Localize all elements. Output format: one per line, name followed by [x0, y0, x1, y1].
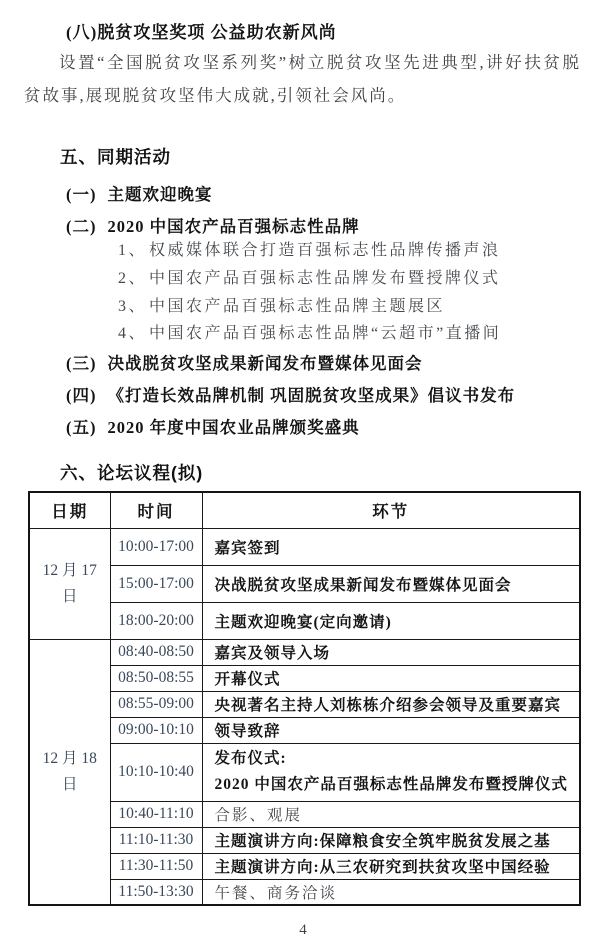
list-item-2-label: (二) [66, 217, 97, 236]
table-row [29, 565, 580, 602]
time-cell: 10:10-10:40 [110, 743, 202, 801]
sub-item-1 [118, 237, 501, 260]
table-row [29, 691, 580, 717]
time-cell: 10:40-11:10 [110, 801, 202, 827]
section-8-heading: (八)脱贫攻坚奖项 公益助农新风尚 [66, 23, 337, 42]
list-item-1-text: 主题欢迎晚宴 [107, 185, 213, 204]
session-cell: 嘉宾及领导入场 [202, 639, 580, 665]
session-cell: 嘉宾签到 [202, 528, 580, 565]
sub-item-2 [118, 265, 501, 288]
table-row [29, 801, 580, 827]
session-cell: 开幕仪式 [202, 665, 580, 691]
sub-item-1-num: 1、 [118, 242, 148, 259]
time-cell: 18:00-20:00 [110, 602, 202, 639]
time-cell: 09:00-10:10 [110, 717, 202, 743]
session-cell: 决战脱贫攻坚成果新闻发布暨媒体见面会 [202, 565, 580, 602]
list-item-1 [66, 181, 213, 205]
sub-item-3-num: 3、 [118, 298, 148, 315]
sub-item-4-text: 中国农产品百强标志性品牌“云超市”直播间 [149, 325, 502, 342]
session-line-1: 发布仪式: [214, 750, 287, 767]
time-cell: 11:50-13:30 [110, 879, 202, 905]
section-5-heading: 五、同期活动 [60, 147, 171, 167]
list-item-2 [66, 213, 360, 237]
sub-item-2-num: 2、 [118, 270, 148, 287]
list-item-5 [66, 414, 360, 438]
date-cell-day1: 12 月 17 日 [29, 528, 110, 639]
table-row [29, 665, 580, 691]
col-header-session: 环节 [202, 492, 580, 528]
session-cell [202, 743, 580, 801]
section-6-heading: 六、论坛议程(拟) [60, 463, 204, 483]
col-header-date: 日期 [29, 492, 110, 528]
list-item-4-text: 《打造长效品牌机制 巩固脱贫攻坚成果》倡议书发布 [107, 386, 516, 405]
table-row [29, 602, 580, 639]
session-cell: 主题演讲方向:从三农研究到扶贫攻坚中国经验 [202, 853, 580, 879]
table-row [29, 827, 580, 853]
sub-item-1-text: 权威媒体联合打造百强标志性品牌传播声浪 [149, 242, 501, 259]
list-item-5-label: (五) [66, 418, 97, 437]
session-cell: 主题演讲方向:保障粮食安全筑牢脱贫发展之基 [202, 827, 580, 853]
time-cell: 15:00-17:00 [110, 565, 202, 602]
time-cell: 08:40-08:50 [110, 639, 202, 665]
time-cell: 11:30-11:50 [110, 853, 202, 879]
list-item-5-text: 2020 年度中国农业品牌颁奖盛典 [107, 418, 360, 437]
sub-item-2-text: 中国农产品百强标志性品牌发布暨授牌仪式 [149, 270, 501, 287]
time-cell: 10:00-17:00 [110, 528, 202, 565]
section-8-paragraph: 设置“全国脱贫攻坚系列奖”树立脱贫攻坚先进典型,讲好扶贫脱贫故事,展现脱贫攻坚伟大成就,引领社会风尚。 [24, 53, 581, 105]
list-item-3 [66, 350, 423, 374]
session-cell: 午餐、商务洽谈 [202, 879, 580, 905]
table-row [29, 879, 580, 905]
time-cell: 11:10-11:30 [110, 827, 202, 853]
list-item-3-text: 决战脱贫攻坚成果新闻发布暨媒体见面会 [107, 354, 423, 373]
table-row [29, 717, 580, 743]
list-item-2-text: 2020 中国农产品百强标志性品牌 [107, 217, 360, 236]
session-cell: 央视著名主持人刘栋栋介绍参会领导及重要嘉宾 [202, 691, 580, 717]
sub-item-3 [118, 293, 445, 316]
agenda-table [28, 491, 581, 906]
agenda-table-wrap [28, 491, 581, 906]
time-cell: 08:55-09:00 [110, 691, 202, 717]
session-cell: 领导致辞 [202, 717, 580, 743]
page-number: 4 [299, 922, 307, 938]
sub-item-3-text: 中国农产品百强标志性品牌主题展区 [149, 298, 446, 315]
session-cell: 主题欢迎晚宴(定向邀请) [202, 602, 580, 639]
session-line-2: 2020 中国农产品百强标志性品牌发布暨授牌仪式 [214, 776, 568, 793]
table-row [29, 853, 580, 879]
table-row [29, 743, 580, 801]
time-cell: 08:50-08:55 [110, 665, 202, 691]
date-cell-day2: 12 月 18 日 [29, 639, 110, 905]
list-item-4-label: (四) [66, 386, 97, 405]
col-header-time: 时间 [110, 492, 202, 528]
list-item-1-label: (一) [66, 185, 97, 204]
list-item-4 [66, 382, 515, 406]
table-row [29, 639, 580, 665]
list-item-3-label: (三) [66, 354, 97, 373]
table-row [29, 528, 580, 565]
sub-item-4-num: 4、 [118, 325, 148, 342]
table-header-row [29, 492, 580, 528]
sub-item-4 [118, 320, 501, 343]
session-cell: 合影、观展 [202, 801, 580, 827]
